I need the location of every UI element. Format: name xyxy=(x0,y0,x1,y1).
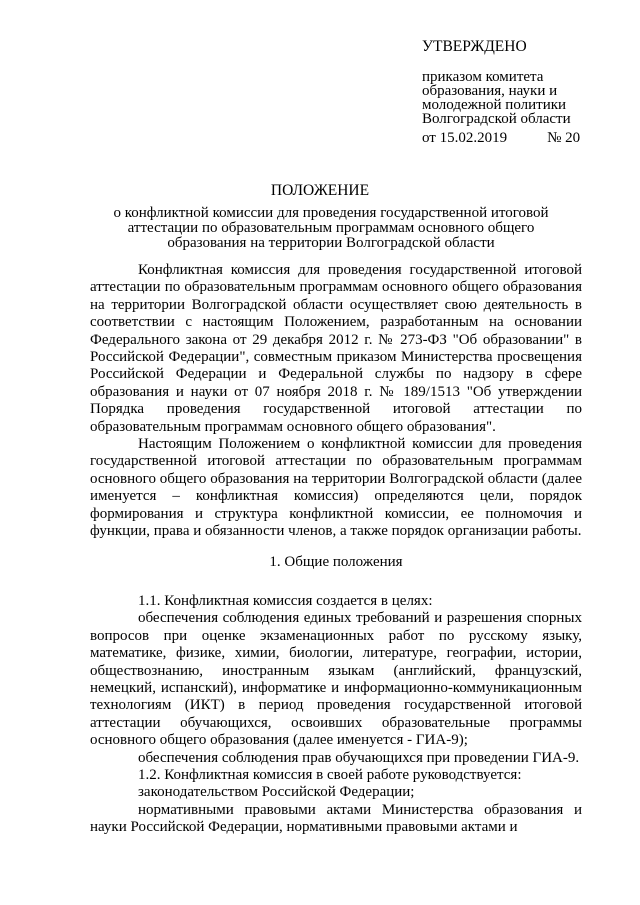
list-item: обеспечения соблюдения единых требований и разрешения спорных вопросов при оценке экзаменационных работ по русскому языку, математике, физике, химии, биологии, литературе, географии, истории, обществознанию, иностранным языкам (английский, французский, немецкий, испанский), информатике и информационно-коммуникационным технологиям (ИКТ) в период проведения государственной итоговой аттестации обучающихся, освоивших образовательные программы основного общего образования (далее именуется - ГИА-9); xyxy=(90,610,582,749)
document-body xyxy=(90,262,582,837)
list-item: нормативными правовыми актами Министерства образования и науки Российской Федерации, нормативными правовыми актами и xyxy=(90,801,582,836)
order-date: от 15.02.2019 xyxy=(422,130,508,146)
document-title: ПОЛОЖЕНИЕ xyxy=(270,182,370,199)
approval-line: приказом комитета xyxy=(422,69,544,85)
approval-line: образования, науки и xyxy=(422,83,558,99)
list-item: 1.1. Конфликтная комиссия создается в целях: xyxy=(138,592,433,609)
approval-block xyxy=(422,70,571,126)
list-item: обеспечения соблюдения прав обучающихся при проведении ГИА-9. xyxy=(138,749,580,766)
section-title: 1. Общие положения xyxy=(269,553,403,570)
approval-line: молодежной политики xyxy=(422,97,567,113)
paragraph: Конфликтная комиссия для проведения государственной итоговой аттестации по образовательным программам основного общего образования на территории Волгоградской области осуществляет свою деятельность в соответствии с настоящим Положением, разработанным на основании Федерального закона от 29 декабря 2012 г. № 273-ФЗ "Об образовании" в Российской Федерации", совместным приказом Министерства просвещения Российской Федерации и Федеральной службы по надзору в сфере образования и науки от 07 ноября 2018 г. № 189/1513 "Об утверждении Порядка проведения государственной итоговой аттестации по образовательным программам основного общего образования". xyxy=(90,262,582,435)
approval-line: Волгоградской области xyxy=(422,111,571,127)
list-item: 1.2. Конфликтная комиссия в своей работе руководствуется: xyxy=(138,766,522,783)
paragraph: Настоящим Положением о конфликтной комиссии для проведения государственной итоговой аттестации по образовательным программам основного общего образования на территории Волгоградской области (далее именуется – конфликтная комиссия) определяются цели, порядок формирования и структура конфликтной комиссии, ее полномочия и функции, права и обязанности членов, а также порядок организации работы. xyxy=(90,436,582,540)
approval-heading: УТВЕРЖДЕНО xyxy=(422,38,527,55)
document-subtitle: о конфликтной комиссии для проведения государственной итоговой аттестации по образовательным программам основного общего образования на территории Волгоградской области xyxy=(113,205,549,251)
order-date-number xyxy=(422,130,580,147)
list-item: законодательством Российской Федерации; xyxy=(138,784,415,801)
order-number: № 20 xyxy=(547,130,581,146)
